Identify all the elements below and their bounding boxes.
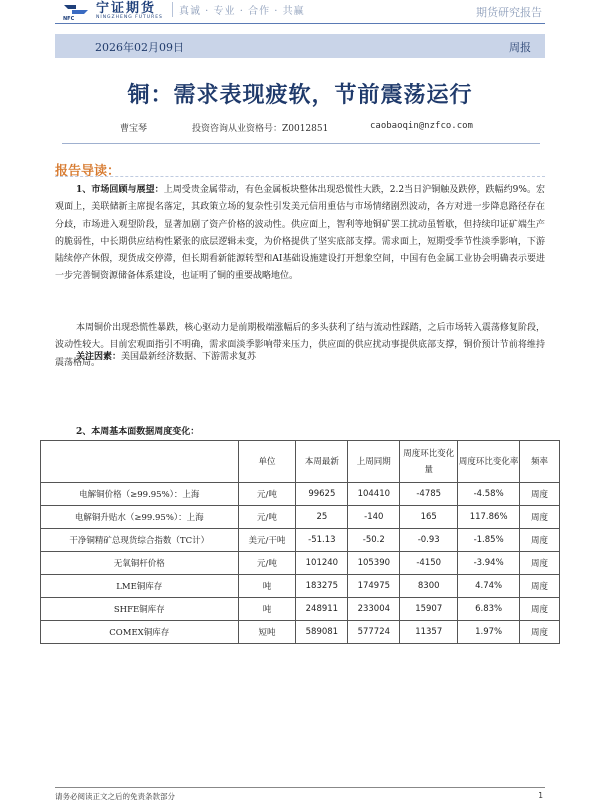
table-row bbox=[41, 506, 560, 529]
header-cell: 周度环比变化率 bbox=[458, 441, 520, 483]
cell-frequency: 周度 bbox=[520, 552, 560, 575]
table-row bbox=[41, 621, 560, 644]
cell-frequency: 周度 bbox=[520, 598, 560, 621]
cell-previous: 104410 bbox=[348, 483, 400, 506]
cell-unit: 美元/干吨 bbox=[238, 529, 296, 552]
cell-previous: -140 bbox=[348, 506, 400, 529]
cell-unit: 吨 bbox=[238, 575, 296, 598]
market-review-body: 上周受贵金属带动，有色金属板块整体出现恐慌性大跌，2.2当日沪铜触及跌停，跌幅约9%。宏观面上，美联储新主席提名落定，其政策立场的复杂性引发美元信用重估与市场情绪剧烈波动，各方对进一步降息路径存在分歧，市场进入观望阶段，显著加剧了资产价格的波动性。供应面上，智利等地铜矿罢工扰动虽暂歇，但持续印证矿端生产的脆弱性，中长期供应结构性紧张的底层逻辑未变，为价格提供了坚实底部支撑。需求面上，短期受季节性淡季影响，下游陆续停产休假，现货成交停滞，但长期看新能源转型和AI基础设施建设打开想象空间，中国有色金属工业协会明确表示要进一步完善铜资源储备体系建设，也证明了铜的重要战略地位。 bbox=[55, 185, 546, 282]
author-divider bbox=[62, 143, 540, 144]
cell-change-rate: 1.97% bbox=[458, 621, 520, 644]
logo-abbr: NFC bbox=[63, 16, 75, 21]
cell-change-rate: -4.58% bbox=[458, 483, 520, 506]
cell-frequency: 周度 bbox=[520, 575, 560, 598]
cell-change-rate: -1.85% bbox=[458, 529, 520, 552]
table-row bbox=[41, 529, 560, 552]
cell-unit: 元/吨 bbox=[238, 483, 296, 506]
report-period: 周报 bbox=[509, 41, 531, 54]
author-qualification: 投资咨询从业资格号：Z0012851 bbox=[192, 124, 329, 134]
cell-item: 电解铜价格（≥99.95%）：上海 bbox=[41, 483, 239, 506]
cell-unit: 吨 bbox=[238, 598, 296, 621]
author-name: 曹宝琴 bbox=[120, 124, 148, 134]
cell-item: 无氧铜杆价格 bbox=[41, 552, 239, 575]
company-slogan: 真诚 · 专业 · 合作 · 共赢 bbox=[172, 2, 305, 17]
cell-change: 11357 bbox=[400, 621, 458, 644]
cell-frequency: 周度 bbox=[520, 529, 560, 552]
disclaimer-note: 请务必阅读正文之后的免责条款部分 bbox=[55, 792, 175, 800]
cell-change: -4150 bbox=[400, 552, 458, 575]
cell-item: SHFE铜库存 bbox=[41, 598, 239, 621]
table-row bbox=[41, 483, 560, 506]
cell-previous: 577724 bbox=[348, 621, 400, 644]
table-row bbox=[41, 598, 560, 621]
cell-unit: 元/吨 bbox=[238, 552, 296, 575]
cell-current: 99625 bbox=[296, 483, 348, 506]
cell-change: 15907 bbox=[400, 598, 458, 621]
paragraph-outlook: 本周铜价出现恐慌性暴跌，核心驱动力是前期极端涨幅后的多头获利了结与流动性踩踏，之后市场转入震荡修复阶段，波动性较大。目前宏观面指引不明确，需求面淡季影响带来压力，供应面的供应扰动事提供底部支撑，铜价预计节前将维持震荡格局。 bbox=[55, 323, 545, 368]
page-number: 1 bbox=[538, 791, 543, 800]
cell-previous: -50.2 bbox=[348, 529, 400, 552]
page-header bbox=[0, 0, 600, 30]
section-heading: 报告导读： bbox=[55, 164, 121, 179]
cell-change-rate: 6.83% bbox=[458, 598, 520, 621]
paragraph-focus bbox=[55, 349, 545, 366]
author-info bbox=[120, 121, 473, 134]
logo-mark-icon bbox=[62, 1, 92, 21]
logo-name-cn: 宁证期货 bbox=[96, 0, 157, 16]
report-title: 铜：需求表现疲软，节前震荡运行 bbox=[127, 82, 473, 108]
focus-lead: 关注因素： bbox=[76, 352, 122, 362]
fundamentals-table bbox=[40, 440, 560, 644]
cell-change: -4785 bbox=[400, 483, 458, 506]
cell-previous: 174975 bbox=[348, 575, 400, 598]
cell-unit: 短吨 bbox=[238, 621, 296, 644]
author-email[interactable]: caobaoqin@nzfco.com bbox=[370, 121, 473, 131]
header-cell: 单位 bbox=[238, 441, 296, 483]
cell-current: -51.13 bbox=[296, 529, 348, 552]
cell-previous: 233004 bbox=[348, 598, 400, 621]
cell-item: 电解铜升贴水（≥99.95%）：上海 bbox=[41, 506, 239, 529]
cell-unit: 元/吨 bbox=[238, 506, 296, 529]
header-cell: 本周最新 bbox=[296, 441, 348, 483]
report-date: 2026年02月09日 bbox=[95, 41, 184, 54]
table-row bbox=[41, 575, 560, 598]
cell-current: 25 bbox=[296, 506, 348, 529]
cell-change-rate: 4.74% bbox=[458, 575, 520, 598]
cell-change-rate: 117.86% bbox=[458, 506, 520, 529]
cell-current: 101240 bbox=[296, 552, 348, 575]
table-row bbox=[41, 552, 560, 575]
cell-item: COMEX铜库存 bbox=[41, 621, 239, 644]
date-bar bbox=[55, 34, 545, 58]
table-header-row bbox=[41, 441, 560, 483]
cell-current: 589081 bbox=[296, 621, 348, 644]
cell-current: 248911 bbox=[296, 598, 348, 621]
market-review-lead: 1、市场回顾与展望： bbox=[76, 185, 164, 195]
focus-body: 美国最新经济数据、下游需求复苏 bbox=[121, 352, 257, 362]
paragraph-market-review bbox=[55, 182, 545, 286]
header-cell bbox=[41, 441, 239, 483]
cell-frequency: 周度 bbox=[520, 483, 560, 506]
cell-item: 干净铜精矿总现货综合指数（TC计） bbox=[41, 529, 239, 552]
cell-frequency: 周度 bbox=[520, 621, 560, 644]
header-cell: 周度环比变化量 bbox=[400, 441, 458, 483]
cell-current: 183275 bbox=[296, 575, 348, 598]
footer-divider bbox=[55, 787, 545, 788]
cell-change: 8300 bbox=[400, 575, 458, 598]
company-logo bbox=[62, 0, 163, 22]
report-type: 期货研究报告 bbox=[476, 6, 542, 19]
table-title: 2、本周基本面数据周度变化： bbox=[76, 427, 200, 437]
cell-change-rate: -3.94% bbox=[458, 552, 520, 575]
header-cell: 频率 bbox=[520, 441, 560, 483]
header-cell: 上周同期 bbox=[348, 441, 400, 483]
section-divider bbox=[55, 176, 545, 177]
logo-name-en: NINGZHENG FUTURES bbox=[96, 14, 163, 20]
cell-previous: 105390 bbox=[348, 552, 400, 575]
cell-change: 165 bbox=[400, 506, 458, 529]
cell-item: LME铜库存 bbox=[41, 575, 239, 598]
header-divider bbox=[55, 23, 545, 24]
cell-frequency: 周度 bbox=[520, 506, 560, 529]
cell-change: -0.93 bbox=[400, 529, 458, 552]
